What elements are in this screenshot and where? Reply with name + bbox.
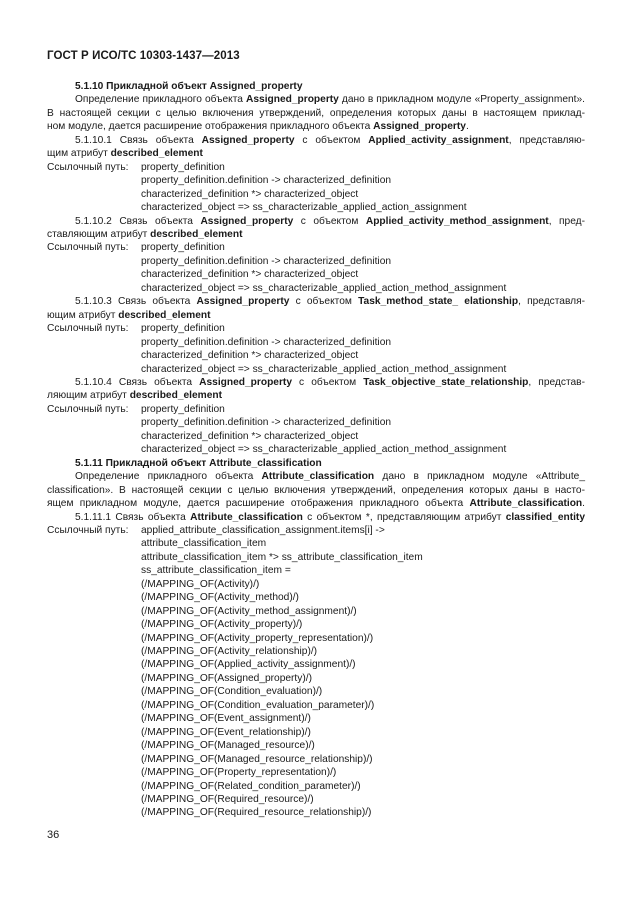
section-heading-5-1-11: 5.1.11 Прикладной объект Attribute_classification	[75, 457, 322, 469]
paragraph-5-1-11-line-1: Определение прикладного объекта Attribute_classification дано в прикладном модуле «Attribute_	[75, 471, 585, 483]
reference-path-line: ss_attribute_classification_item =	[141, 565, 291, 577]
clause-5-1-10-2-line-2: ставляющим атрибут described_element	[47, 228, 243, 240]
clause-5-1-10-1-line-2: щим атрибут described_element	[47, 148, 203, 160]
document-header: ГОСТ Р ИСО/ТС 10303-1437—2013	[47, 50, 240, 62]
reference-path-line: characterized_object => ss_characterizable_applied_action_method_assignment	[141, 444, 507, 456]
reference-path-5-1-10-1	[47, 161, 585, 215]
paragraph-5-1-10-line-2: В настоящей секции с целью включения утверждений, определения которых даны в настоящем приклад-	[47, 107, 585, 119]
mapping-line: (/MAPPING_OF(Activity_method)/)	[141, 592, 299, 604]
mapping-line: (/MAPPING_OF(Condition_evaluation)/)	[141, 686, 323, 698]
reference-path-5-1-10-3	[47, 322, 585, 376]
reference-path-line: attribute_classification_item	[141, 538, 267, 550]
reference-path-label: Ссылочный путь:	[47, 161, 129, 173]
reference-path-line: characterized_definition *> characterized_object	[141, 430, 359, 442]
reference-path-line: property_definition.definition -> characterized_definition	[141, 336, 392, 348]
paragraph-5-1-10-line-3: ном модуле, дается расширение отображения прикладного объекта Assigned_property.	[47, 121, 469, 133]
mapping-line: (/MAPPING_OF(Activity_property_representation)/)	[141, 632, 374, 644]
reference-path-label: Ссылочный путь:	[47, 403, 129, 415]
mapping-line: (/MAPPING_OF(Related_condition_parameter)/)	[141, 780, 361, 792]
page-number: 36	[47, 829, 60, 841]
mapping-line: (/MAPPING_OF(Property_representation)/)	[141, 767, 337, 779]
reference-path-line: property_definition	[141, 161, 225, 173]
mapping-line: (/MAPPING_OF(Activity)/)	[141, 578, 260, 590]
clause-5-1-10-4-line-2: ляющим атрибут described_element	[47, 390, 222, 402]
reference-path-line: characterized_definition *> characterized_object	[141, 269, 359, 281]
reference-path-line: property_definition.definition -> characterized_definition	[141, 255, 392, 267]
mapping-line: (/MAPPING_OF(Condition_evaluation_parameter)/)	[141, 699, 375, 711]
reference-path-line: property_definition.definition -> characterized_definition	[141, 175, 392, 187]
clause-5-1-10-1-line-1: 5.1.10.1 Связь объекта Assigned_property с объектом Applied_activity_assignment, представляю-	[75, 134, 585, 146]
mapping-line: (/MAPPING_OF(Event_assignment)/)	[141, 713, 311, 725]
clause-5-1-10-2-line-1: 5.1.10.2 Связь объекта Assigned_property с объектом Applied_activity_method_assignment, пред-	[75, 215, 585, 227]
reference-path-line: property_definition	[141, 242, 225, 254]
mapping-line: (/MAPPING_OF(Event_relationship)/)	[141, 726, 311, 738]
clause-5-1-10-4-line-1: 5.1.10.4 Связь объекта Assigned_property с объектом Task_objective_state_relationship, представ-	[75, 376, 585, 388]
reference-path-line: property_definition.definition -> characterized_definition	[141, 417, 392, 429]
reference-path-line: characterized_definition *> characterized_object	[141, 188, 359, 200]
reference-path-line: applied_attribute_classification_assignment.items[i] ->	[141, 524, 385, 536]
reference-path-line: characterized_object => ss_characterizable_applied_action_method_assignment	[141, 363, 507, 375]
reference-path-line: attribute_classification_item *> ss_attribute_classification_item	[141, 551, 423, 563]
mapping-line: (/MAPPING_OF(Required_resource)/)	[141, 794, 314, 806]
reference-path-line: property_definition	[141, 403, 225, 415]
mapping-line: (/MAPPING_OF(Activity_method_assignment)/)	[141, 605, 357, 617]
mapping-line: (/MAPPING_OF(Activity_relationship)/)	[141, 646, 318, 658]
paragraph-5-1-11-line-3: ящем прикладном модуле, дается расширение отображения прикладного объекта Attribute_classification.	[47, 498, 585, 510]
paragraph-5-1-10-line-1: Определение прикладного объекта Assigned_property дано в прикладном модуле «Property_assignment».	[75, 94, 585, 106]
clause-5-1-11-1-line-1: 5.1.11.1 Связь объекта Attribute_classification с объектом *, представляющим атрибут classified_entity	[75, 511, 585, 523]
clause-5-1-10-3-line-1: 5.1.10.3 Связь объекта Assigned_property с объектом Task_method_state_ elationship, представля-	[75, 296, 585, 308]
reference-path-5-1-11-1	[47, 524, 585, 820]
reference-path-5-1-10-4	[47, 403, 585, 457]
reference-path-line: characterized_object => ss_characterizable_applied_action_assignment	[141, 202, 467, 214]
reference-path-line: characterized_object => ss_characterizable_applied_action_method_assignment	[141, 282, 507, 294]
mapping-line: (/MAPPING_OF(Managed_resource_relationship)/)	[141, 753, 373, 765]
reference-path-line: property_definition	[141, 323, 225, 335]
mapping-line: (/MAPPING_OF(Required_resource_relationship)/)	[141, 807, 372, 819]
reference-path-5-1-10-2	[47, 241, 585, 295]
reference-path-label: Ссылочный путь:	[47, 323, 129, 335]
reference-path-label: Ссылочный путь:	[47, 524, 129, 536]
reference-path-line: characterized_definition *> characterized_object	[141, 350, 359, 362]
reference-path-label: Ссылочный путь:	[47, 242, 129, 254]
paragraph-5-1-11-line-2: classification». В настоящей секции с целью включения утверждений, определения которых даны в насто-	[47, 484, 585, 496]
document-body	[47, 80, 585, 820]
mapping-line: (/MAPPING_OF(Applied_activity_assignment)/)	[141, 659, 356, 671]
mapping-line: (/MAPPING_OF(Managed_resource)/)	[141, 740, 315, 752]
clause-5-1-10-3-line-2: ющим атрибут described_element	[47, 309, 211, 321]
mapping-line: (/MAPPING_OF(Activity_property)/)	[141, 619, 303, 631]
mapping-line: (/MAPPING_OF(Assigned_property)/)	[141, 672, 312, 684]
section-heading-5-1-10: 5.1.10 Прикладной объект Assigned_property	[75, 81, 303, 92]
